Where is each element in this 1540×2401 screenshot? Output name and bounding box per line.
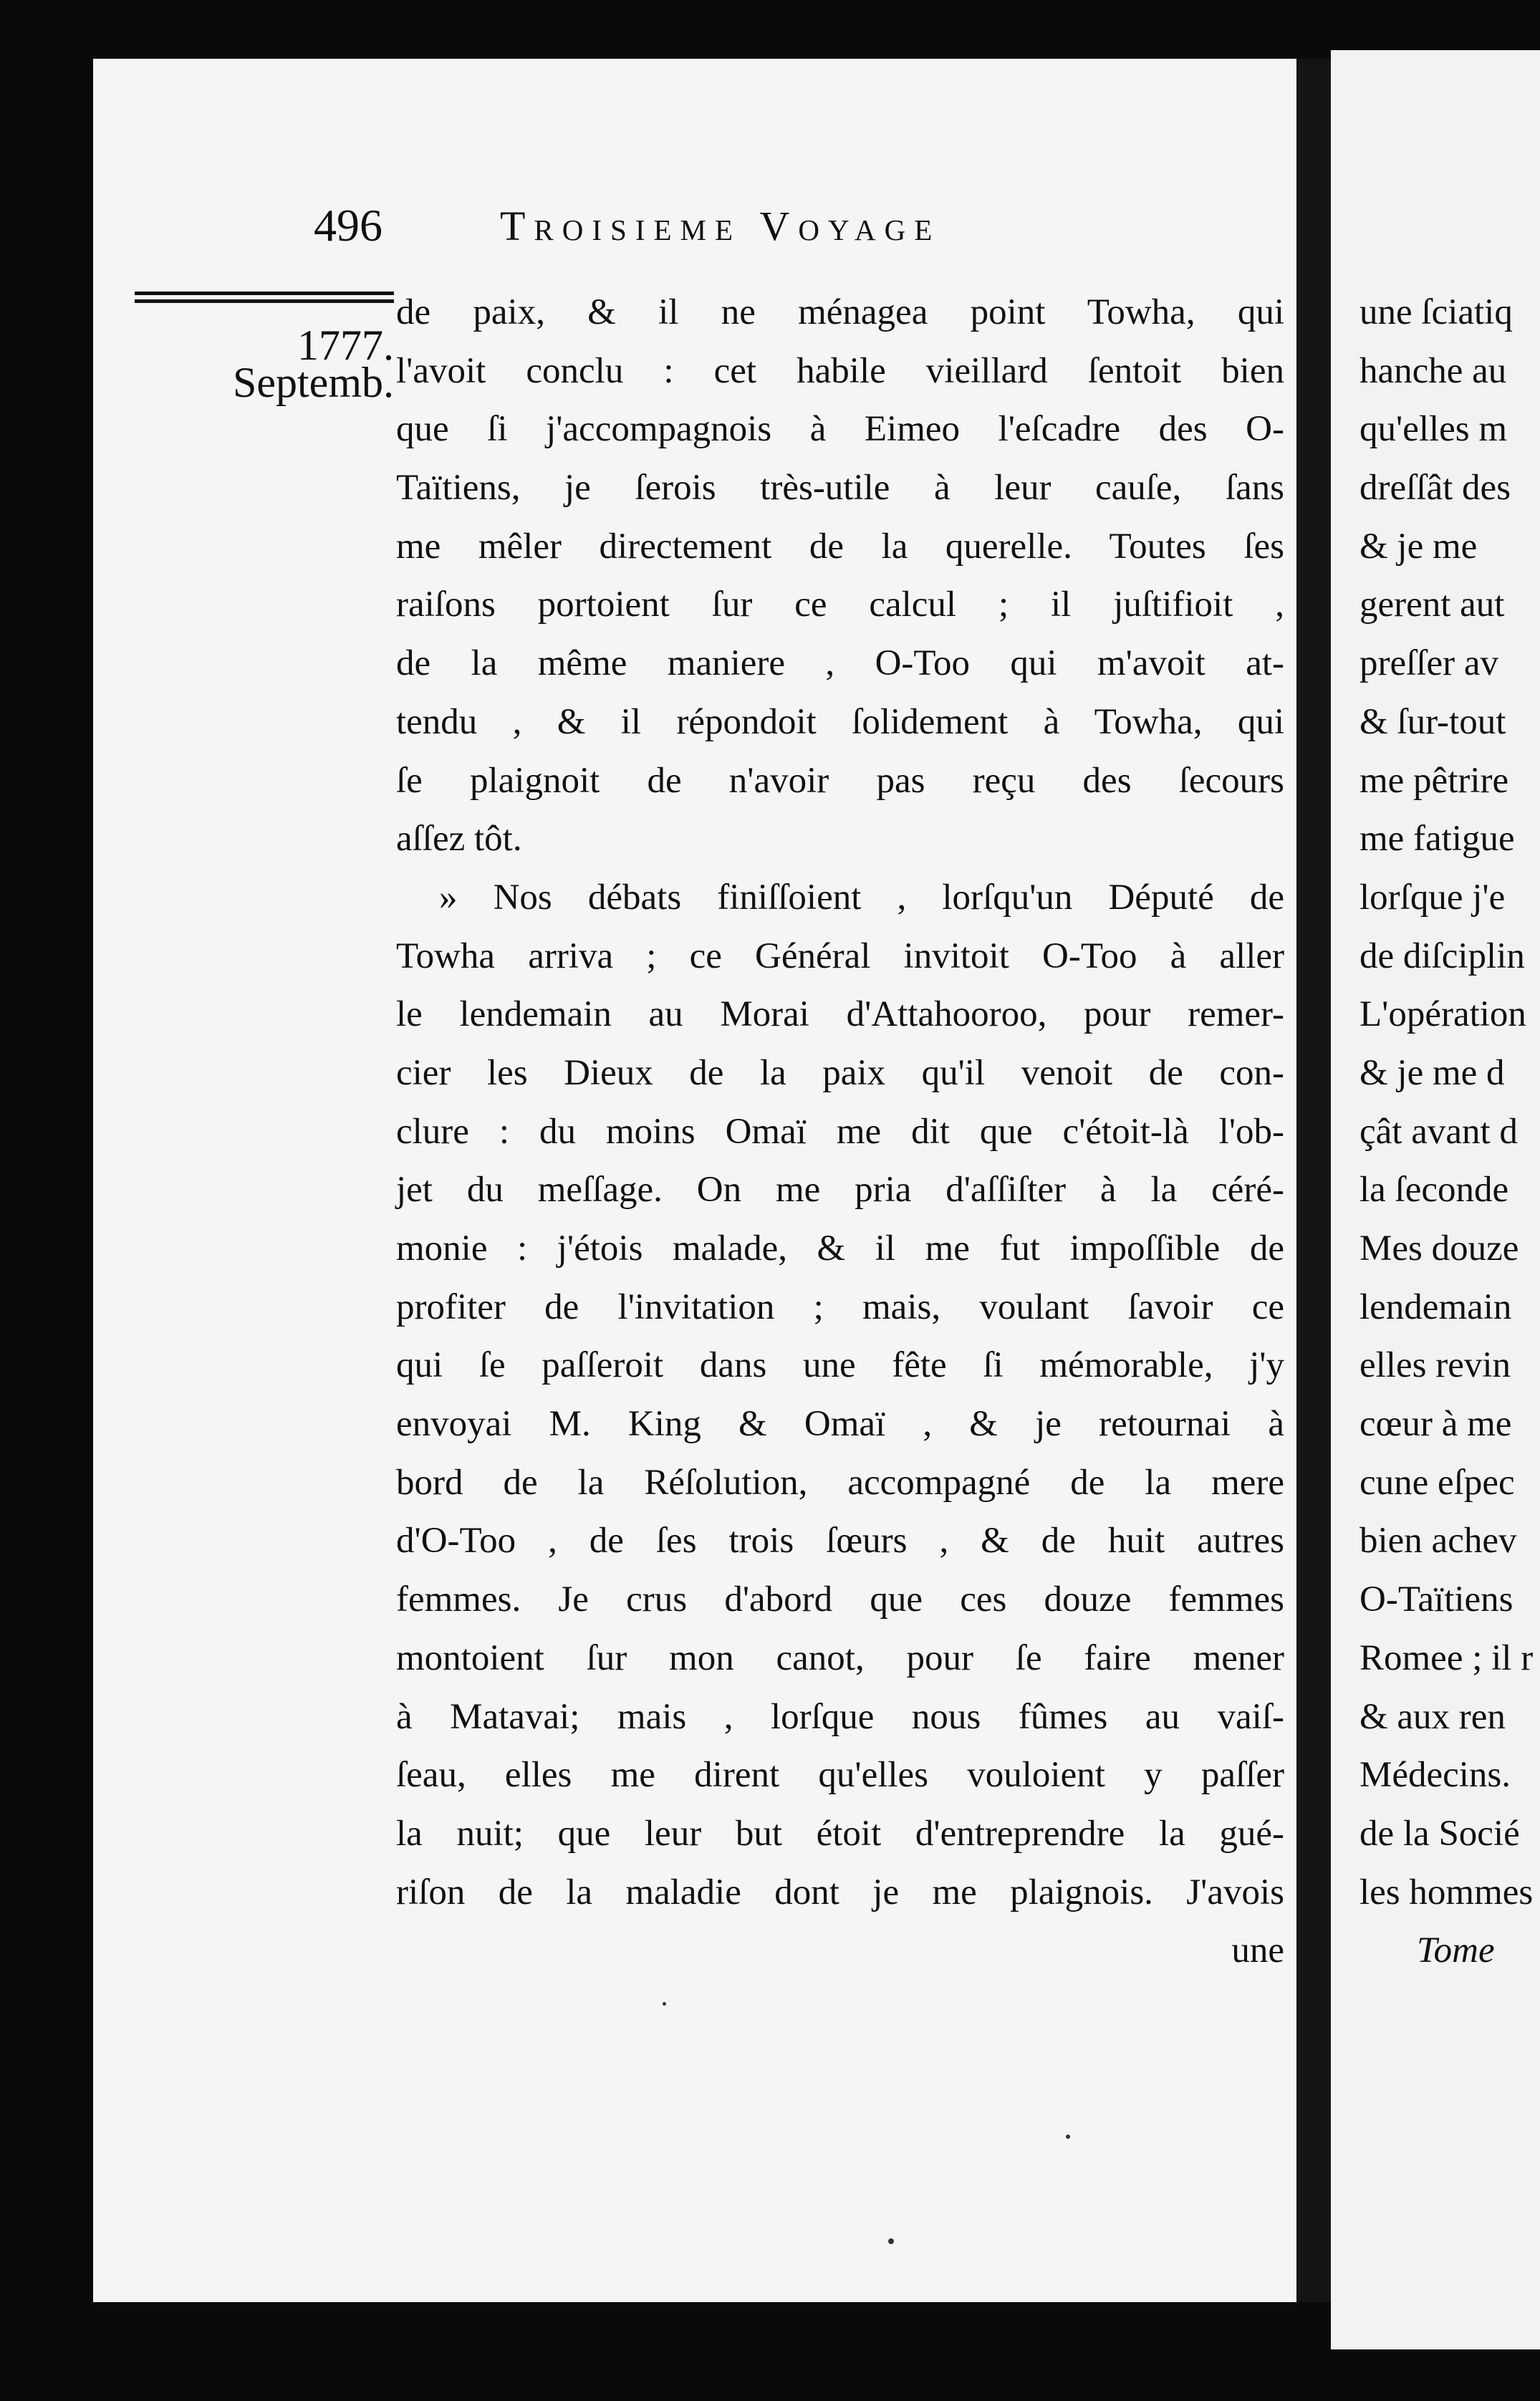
text-line: envoyai M. King & Omaï , & je retournai à: [396, 1404, 1284, 1445]
text-line: O-Taïtiens: [1359, 1579, 1513, 1620]
text-line: hanche au: [1359, 350, 1507, 391]
body-text: [396, 284, 1284, 1981]
text-line: bien achev: [1359, 1521, 1517, 1562]
text-line: » Nos débats finiſſoient , lorſqu'un Député de: [439, 877, 1284, 918]
text-line: montoient ſur mon canot, pour ſe faire mener: [396, 1637, 1284, 1678]
text-line: jet du meſſage. On me pria d'aſſiſter à la céré-: [396, 1170, 1284, 1211]
text-line: l'avoit conclu : cet habile vieillard ſentoit bien: [396, 350, 1284, 391]
text-line: d'O-Too , de ſes trois ſœurs , & de huit autres: [396, 1521, 1284, 1562]
text-line: de la Socié: [1359, 1813, 1520, 1854]
text-line: femmes. Je crus d'abord que ces douze femmes: [396, 1579, 1284, 1620]
text-line: la ſeconde: [1359, 1170, 1509, 1211]
text-line: & je me: [1359, 526, 1478, 567]
text-line: elles revin: [1359, 1345, 1511, 1386]
book-gutter: [1296, 59, 1331, 2302]
text-line: Taïtiens, je ſerois très-utile à leur cauſe, ſans: [396, 468, 1284, 509]
text-line: la nuit; que leur but étoit d'entreprendre la gué-: [396, 1813, 1284, 1854]
right-page-text: [1359, 284, 1533, 1981]
margin-rule: [135, 292, 394, 295]
paper-speck: [888, 2238, 894, 2244]
text-line: le lendemain au Morai d'Attahooroo, pour remer-: [396, 994, 1284, 1035]
text-line: & ſur-tout: [1359, 701, 1506, 742]
paper-speck: [663, 2002, 666, 2006]
right-page: [1331, 50, 1540, 2349]
text-line: Romee ; il r: [1359, 1637, 1534, 1678]
text-line: lendemain: [1359, 1286, 1512, 1327]
text-line: dreſſât des: [1359, 468, 1511, 509]
text-line: à Matavai; mais , lorſque nous fûmes au vaiſ-: [396, 1696, 1284, 1737]
text-line: qu'elles m: [1359, 409, 1508, 450]
text-line: & aux ren: [1359, 1696, 1506, 1737]
text-line: tendu , & il répondoit ſolidement à Towha, qui: [396, 701, 1284, 742]
text-line: cier les Dieux de la paix qu'il venoit de con-: [396, 1052, 1284, 1093]
text-line: me mêler directement de la querelle. Toutes ſes: [396, 526, 1284, 567]
margin-month: Septemb.: [233, 359, 394, 406]
text-line: ſe plaignoit de n'avoir pas reçu des ſecours: [396, 760, 1284, 801]
text-line: monie : j'étois malade, & il me fut impoſſible de: [396, 1228, 1284, 1269]
text-line: une ſciatiq: [1359, 292, 1513, 332]
text-line: raiſons portoient ſur ce calcul ; il juſtifioit ,: [396, 584, 1284, 625]
text-line: riſon de la maladie dont je me plaignois. J'avois: [396, 1872, 1284, 1912]
text-line: clure : du moins Omaï me dit que c'étoit-là l'ob-: [396, 1111, 1284, 1152]
text-line: de paix, & il ne ménagea point Towha, qui: [396, 292, 1284, 332]
text-line: bord de la Réſolution, accompagné de la mere: [396, 1462, 1284, 1503]
text-line: Mes douze: [1359, 1228, 1519, 1269]
page-header: [314, 199, 1231, 256]
text-line: me pêtrire: [1359, 760, 1509, 801]
text-line: de diſciplin: [1359, 935, 1525, 976]
text-line: que ſi j'accompagnois à Eimeo l'eſcadre des O-: [396, 409, 1284, 450]
text-line: ſeau, elles me dirent qu'elles vouloient y paſſer: [396, 1755, 1284, 1796]
catchword: une: [1231, 1930, 1284, 1971]
text-line: çât avant d: [1359, 1111, 1518, 1152]
text-line: preſſer av: [1359, 643, 1498, 684]
text-line: aſſez tôt.: [396, 819, 522, 860]
text-line: de la même maniere , O-Too qui m'avoit at-: [396, 643, 1284, 684]
margin-year: 1777.: [297, 322, 394, 369]
text-line: cune eſpec: [1359, 1462, 1515, 1503]
text-line: les hommes: [1359, 1872, 1534, 1912]
text-line: Tome: [1417, 1930, 1495, 1971]
text-line: & je me d: [1359, 1052, 1505, 1093]
text-line: Towha arriva ; ce Général invitoit O-Too à aller: [396, 935, 1284, 976]
text-line: qui ſe paſſeroit dans une fête ſi mémorable, j'y: [396, 1345, 1284, 1386]
running-title: Troisieme Voyage: [500, 203, 941, 249]
text-line: me fatigue: [1359, 819, 1515, 860]
text-line: cœur à me: [1359, 1404, 1512, 1445]
text-line: gerent aut: [1359, 584, 1505, 625]
text-line: profiter de l'invitation ; mais, voulant ſavoir ce: [396, 1286, 1284, 1327]
margin-rule: [135, 299, 394, 303]
margin-date-note: [107, 322, 394, 406]
text-line: Médecins.: [1359, 1755, 1511, 1796]
text-line: L'opération: [1359, 994, 1526, 1035]
text-line: lorſque j'e: [1359, 877, 1506, 918]
page-number: 496: [314, 200, 382, 251]
paper-speck: [1066, 2135, 1070, 2139]
